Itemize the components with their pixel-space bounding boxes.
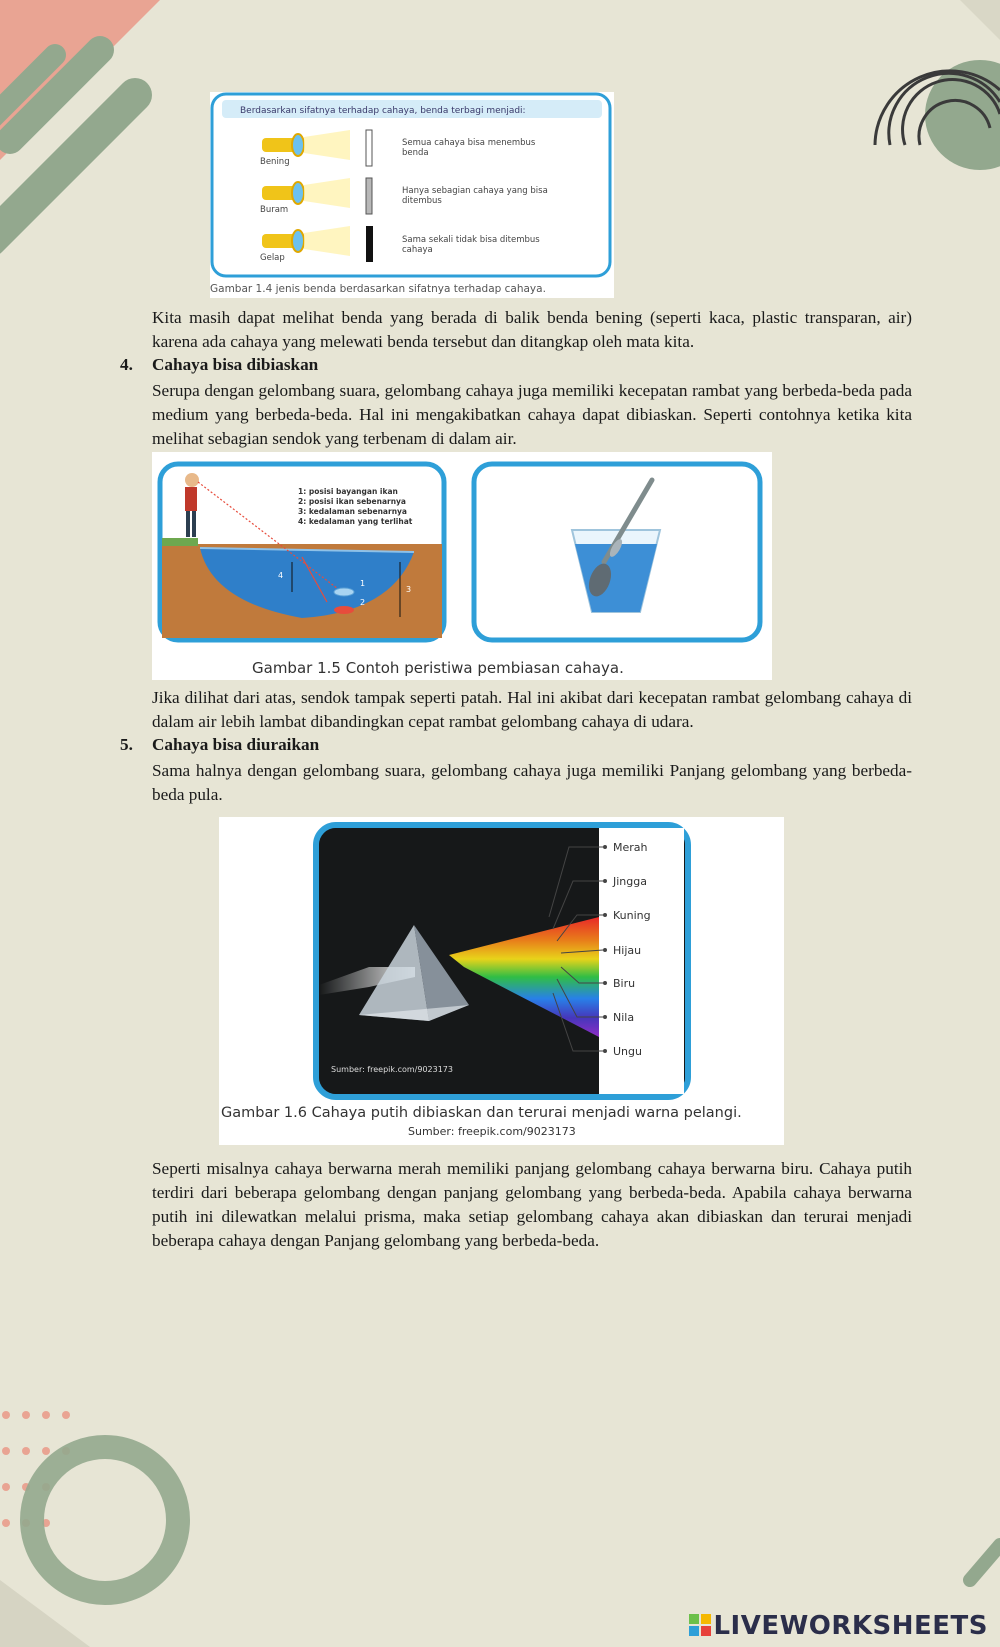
figure-1-6-caption-source: Sumber: freepik.com/9023173 (408, 1125, 576, 1138)
row-desc: Hanya sebagian cahaya yang bisa (402, 186, 548, 196)
mark-label: 2 (360, 598, 366, 607)
liveworksheets-logo-icon (689, 1614, 711, 1636)
figure-1-5 (152, 452, 772, 680)
figure-1-5-caption: Gambar 1.5 Contoh peristiwa pembiasan cahaya. (252, 659, 624, 677)
corner-decoration-top-right (840, 0, 1000, 190)
legend-line: 1: posisi bayangan ikan (298, 487, 398, 496)
section-5-title: Cahaya bisa diuraikan (152, 735, 320, 754)
mark-label: 3 (406, 585, 412, 594)
row-name: Buram (260, 205, 289, 215)
corner-decoration-bottom-left (0, 1380, 260, 1647)
figure-1-6-inner-source: Sumber: freepik.com/9023173 (331, 1065, 453, 1074)
corner-decoration-top-left (0, 0, 190, 280)
figure-1-4 (210, 92, 614, 298)
section-5-number: 5. (120, 735, 133, 754)
row-desc: ditembus (402, 196, 442, 206)
mark-label: 1 (360, 579, 366, 588)
spectrum-label-kuning: Kuning (613, 909, 651, 922)
figure-1-6 (219, 817, 784, 1145)
legend-line: 2: posisi ikan sebenarnya (298, 497, 406, 506)
row-name: Bening (260, 157, 290, 167)
figure-1-4-caption: Gambar 1.4 jenis benda berdasarkan sifatnya terhadap cahaya. (210, 283, 546, 295)
row-desc: Semua cahaya bisa menembus (402, 138, 536, 148)
section-4-number: 4. (120, 355, 133, 374)
spectrum-label-jingga: Jingga (613, 875, 647, 888)
row-desc: benda (402, 148, 429, 158)
section-4-paragraph: Serupa dengan gelombang suara, gelombang cahaya juga memiliki kecepatan rambat yang berbeda-beda pada medium yang berbeda-beda. Hal ini mengakibatkan cahaya dapat dibiaskan. Seperti contohnya ketika kita melihat sebagian sendok yang terbenam di dalam air. (152, 381, 912, 448)
mark-label: 4 (278, 571, 284, 580)
liveworksheets-brand[interactable] (689, 1611, 988, 1641)
corner-decoration-bottom-right (960, 1520, 1000, 1590)
figure-1-6-caption: Gambar 1.6 Cahaya putih dibiaskan dan terurai menjadi warna pelangi. (221, 1105, 742, 1121)
spectrum-label-hijau: Hijau (613, 944, 642, 957)
spectrum-label-nila: Nila (613, 1011, 635, 1024)
brand-text: LIVEWORKSHEETS (713, 1611, 988, 1641)
legend-line: 4: kedalaman yang terlihat (298, 517, 413, 526)
section-4-title: Cahaya bisa dibiaskan (152, 355, 319, 374)
paragraph-prisma: Seperti misalnya cahaya berwarna merah memiliki panjang gelombang cahaya berwarna biru. Cahaya putih terdiri dari beberapa gelombang dengan panjang gelombang yang berbeda-beda. Apabila cahaya berwarna putih ini dilewatkan melalui prisma, maka setiap gelombang cahaya akan dibiaskan dan terurai menjadi beberapa cahaya dengan Panjang gelombang yang berbeda-beda. (152, 1159, 912, 1250)
legend-line: 3: kedalaman sebenarnya (298, 507, 407, 516)
spectrum-label-biru: Biru (613, 977, 636, 990)
paragraph-patah: Jika dilihat dari atas, sendok tampak seperti patah. Hal ini akibat dari kecepatan rambat gelombang cahaya di dalam air lebih lambat dibandingkan cepat rambat gelombang cahaya di udara. (152, 688, 912, 731)
section-5-paragraph: Sama halnya dengan gelombang suara, gelombang cahaya juga memiliki Panjang gelombang yang berbeda-beda pula. (152, 761, 912, 804)
spectrum-label-ungu: Ungu (613, 1045, 642, 1058)
row-name: Gelap (260, 253, 285, 263)
spectrum-label-merah: Merah (613, 841, 648, 854)
figure-1-4-header: Berdasarkan sifatnya terhadap cahaya, benda terbagi menjadi: (240, 106, 526, 116)
row-desc: Sama sekali tidak bisa ditembus (402, 235, 540, 245)
paragraph-bening: Kita masih dapat melihat benda yang berada di balik benda bening (seperti kaca, plastic transparan, air) karena ada cahaya yang melewati benda tersebut dan ditangkap oleh mata kita. (152, 308, 912, 351)
row-desc: cahaya (402, 245, 433, 255)
